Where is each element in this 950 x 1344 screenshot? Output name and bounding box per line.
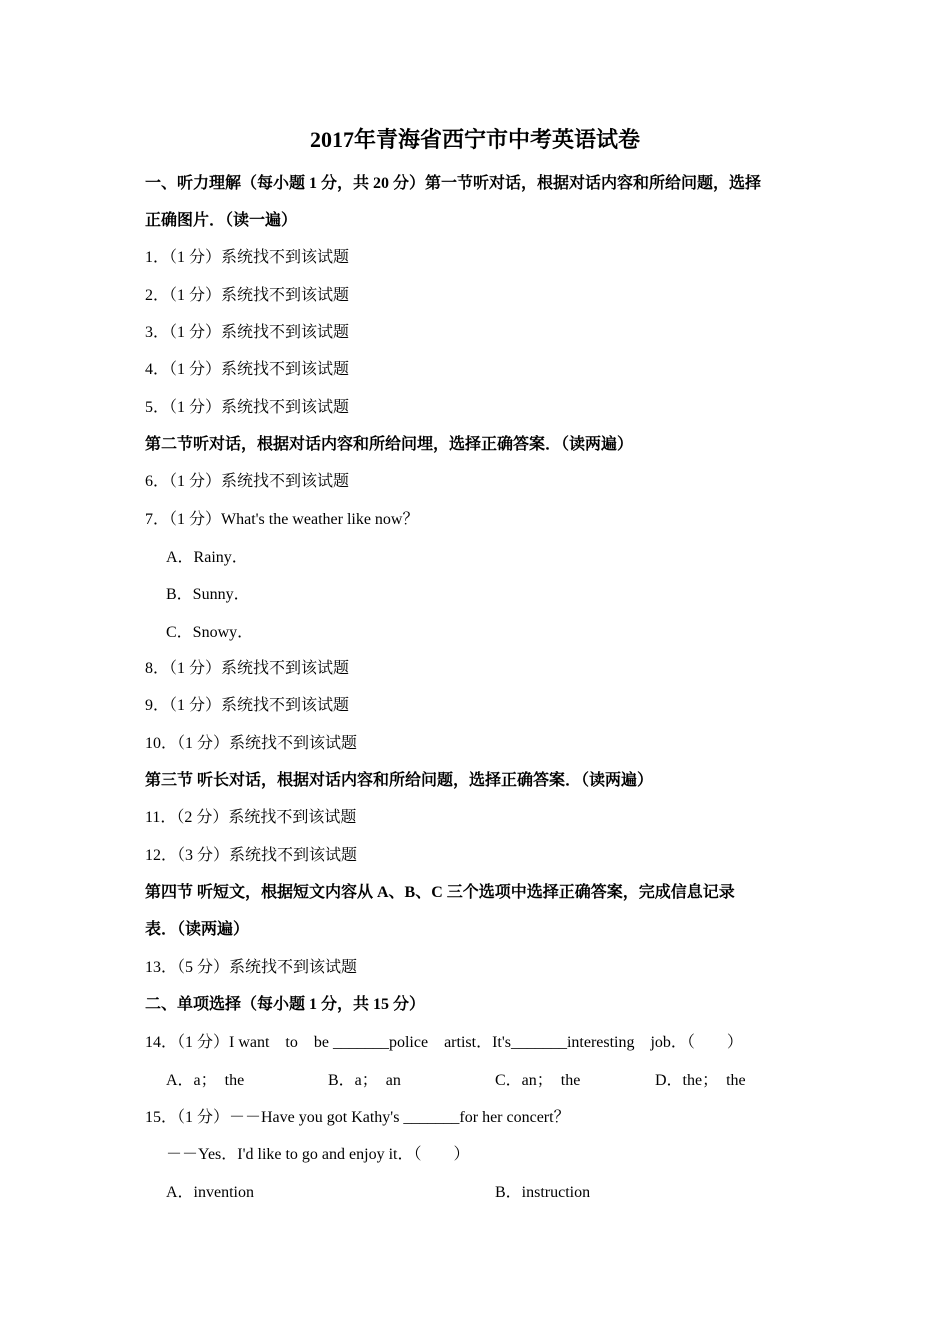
question-15-reply: －－Yes．I'd like to go and enjoy it．（ ） [166,1146,470,1163]
page-title: 2017年青海省西宁市中考英语试卷 [309,127,640,152]
question-4: 4．（1 分）系统找不到该试题 [145,361,350,378]
question-5: 5．（1 分）系统找不到该试题 [145,399,350,416]
section1-heading-line1: 一、听力理解（每小题 1 分，共 20 分）第一节听对话，根据对话内容和所给问题，选择 [145,175,762,192]
question-15-option-b: B．instruction [495,1184,591,1201]
question-15: 15．（1 分）－－Have you got Kathy's _______for her concert？ [145,1109,570,1126]
question-6: 6．（1 分）系统找不到该试题 [145,473,350,490]
question-14: 14．（1 分）I want to be _______police artist．It's_______interesting job．（ ） [145,1034,743,1051]
question-8: 8．（1 分）系统找不到该试题 [145,660,350,677]
question-14-option-b: B．a； an [328,1072,401,1089]
question-12: 12．（3 分）系统找不到该试题 [145,847,358,864]
question-14-option-d: D．the； the [655,1072,746,1089]
section1-heading-line2: 正确图片．（读一遍） [145,212,298,229]
question-10: 10．（1 分）系统找不到该试题 [145,735,358,752]
question-7-option-a: A．Rainy． [166,549,248,566]
question-14-option-c: C．an； the [495,1072,581,1089]
part2-heading: 第二节听对话，根据对话内容和所给问埋，选择正确答案．（读两遍） [145,436,634,453]
part4-heading-line2: 表．（读两遍） [145,921,250,938]
question-14-option-a: A．a； the [166,1072,245,1089]
question-2: 2．（1 分）系统找不到该试题 [145,287,350,304]
question-1: 1．（1 分）系统找不到该试题 [145,249,350,266]
question-9: 9．（1 分）系统找不到该试题 [145,697,350,714]
question-11: 11．（2 分）系统找不到该试题 [145,809,357,826]
section2-heading: 二、单项选择（每小题 1 分，共 15 分） [145,996,426,1013]
question-7: 7．（1 分）What's the weather like now？ [145,511,419,528]
question-15-option-a: A．invention [166,1184,254,1201]
question-7-option-c: C．Snowy． [166,624,254,641]
question-7-option-b: B．Sunny． [166,586,250,603]
question-13: 13．（5 分）系统找不到该试题 [145,959,358,976]
question-3: 3．（1 分）系统找不到该试题 [145,324,350,341]
part3-heading: 第三节 听长对话，根据对话内容和所给问题，选择正确答案．（读两遍） [145,772,654,789]
part4-heading-line1: 第四节 听短文，根据短文内容从 A、B、C 三个选项中选择正确答案，完成信息记录 [145,884,735,901]
